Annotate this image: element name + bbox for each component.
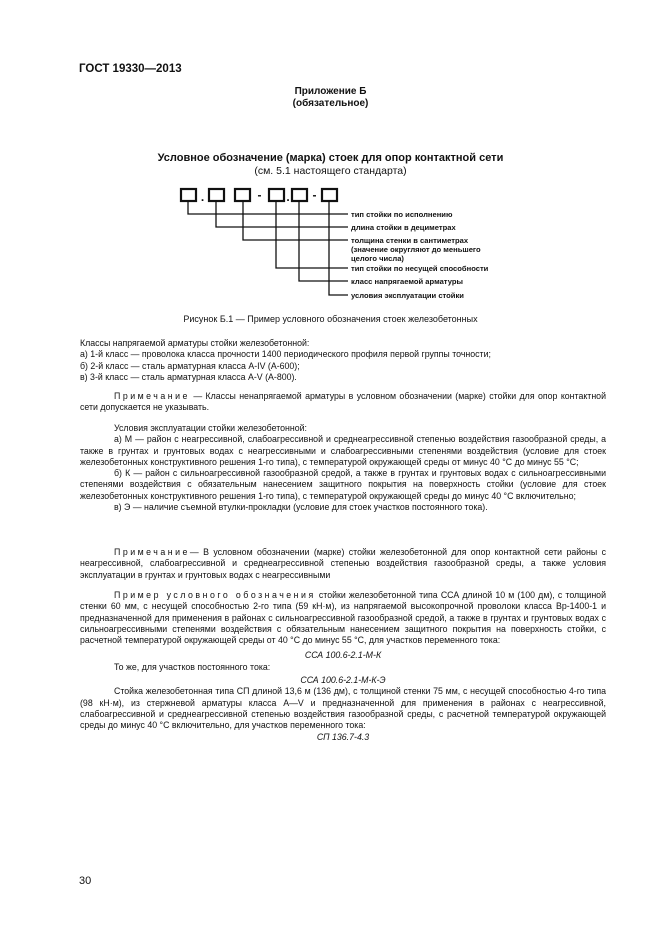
label-wall-note: (значение округляют до меньшего [351,245,481,254]
note-label: Примечание [114,547,190,557]
list-item: а) 1-й класс — проволока класса прочности 1400 периодического профиля первой группы точности; [80,349,491,360]
box-conditions [322,189,337,201]
label-conditions: условия эксплуатации стойки [351,291,464,300]
appendix-status: (обязательное) [292,98,369,109]
example-label: Пример условного обозначения [114,590,316,600]
designation-diagram [0,0,661,330]
label-type: тип стойки по исполнению [351,210,453,219]
paragraph: Классы напрягаемой арматуры стойки железобетонной: [80,338,310,348]
paragraph: То же, для участков постоянного тока: [114,661,271,672]
separator-dot: . [286,190,290,204]
list-item: а) М — район с неагрессивной, слабоагрессивной и среднеагрессивной степенью воздействия газообразной среды, а также в грунтах и грунтовых водах с неагрессивными и слабоагрессивными степенями воздействия (условие для стоек железобетонных конструктивного решения 1-го типа), с температурой окружающей среды от минус 40 °С до минус 55 °С; [80,434,606,467]
label-wall: толщина стенки в сантиметрах [351,236,469,245]
designation-formula: ССА 100.6-2.1-М-К-Э [300,675,386,686]
paragraph: Условия эксплуатации стойки железобетонной: [114,423,307,433]
list-item: б) К — район с сильноагрессивной газообразной средой, а также в грунтах и грунтовых водах с сильноагрессивными степенями воздействия с обязательным нанесением защитного покрытия на поверхность стойки (условие для стоек железобетонных конструктивного решения 1-го типа), с температурой окружающей среды до минус 40 °С включительно; [80,468,606,501]
example-section [80,590,606,743]
list-item: б) 2-й класс — сталь арматурная класса A-IV (А-600); [80,360,300,371]
box-type [181,189,196,201]
list-item: в) Э — наличие съемной втулки-прокладки (условие для стоек участков постоянного тока). [114,502,488,513]
label-length: длина стойки в дециметрах [351,223,456,232]
scheme-title: Условное обозначение (марка) стоек для опор контактной сети [157,152,504,164]
note-text: — Классы ненапрягаемой арматуры в условном обозначении (марке) стойки для опор контактной сети допускается не указывать. [80,391,606,413]
scheme-subtitle: (см. 5.1 настоящего стандарта) [254,165,407,177]
page-number: 30 [79,875,92,887]
separator-dot: . [200,190,205,204]
note-2 [80,547,606,581]
example-text: стойки железобетонной типа ССА длиной 10 м (100 дм), с толщиной стенки 60 мм, с несущей способностью 2-го типа (59 кН·м), из напрягаемой высокопрочной проволоки класса Вр-1400-1 и предназначенной для применения в районах с сильноагрессивной газообразной средой, а также в грунтах и грунтовых водах с сильноагрессивными степенями воздействия с обязательным нанесением защитного покрытия на поверхность стойки, с расчетной температурой окружающей среды от 40 °С до минус 55 °С, для участков переменного тока: [80,590,606,646]
paragraph: Стойка железобетонная типа СП длиной 13,6 м (136 дм), с толщиной стенки 75 мм, с несущей способностью 4-го типа (98 кН·м), из стержневой арматуры класса А—V и предназначенной для применения в районах с неагрессивной, слабоагрессивной и среднеагрессивной степенью воздействия газообразной среды, с расчетной температурой окружающей среды до минус 40 °С включительно, для участков переменного тока: [80,686,606,731]
box-length [209,189,224,201]
label-wall-note: целого числа) [351,254,404,263]
note-1 [80,391,606,414]
list-item: в) 3-й класс — сталь арматурная класса A-V (А-800). [80,371,297,382]
designation-formula: ССА 100.6-2.1-М-К [304,650,382,661]
box-capacity [269,189,284,201]
designation-formula: СП 136.7-4.3 [316,731,370,742]
separator-dash: - [257,188,262,202]
rebar-classes-section [80,338,606,383]
separator-dash: - [312,188,317,202]
label-capacity: тип стойки по несущей способности [351,264,489,273]
box-class [292,189,307,201]
label-class: класс напрягаемой арматуры [351,277,463,286]
note-label: Примечание [114,391,190,401]
note-text: — В условном обозначении (марке) стойки железобетонной для опор контактной сети районы с неагрессивной, слабоагрессивной и среднеагрессивной степенью воздействия газообразной среды, а также условия эксплуатации в грунтах и грунтовых водах с неагрессивными [80,547,606,580]
operating-conditions-section [80,423,606,513]
standard-header: ГОСТ 19330—2013 [79,63,182,75]
appendix-title: Приложение Б [294,86,367,97]
figure-caption: Рисунок Б.1 — Пример условного обозначения стоек железобетонных [183,314,478,324]
box-wall [235,189,250,201]
